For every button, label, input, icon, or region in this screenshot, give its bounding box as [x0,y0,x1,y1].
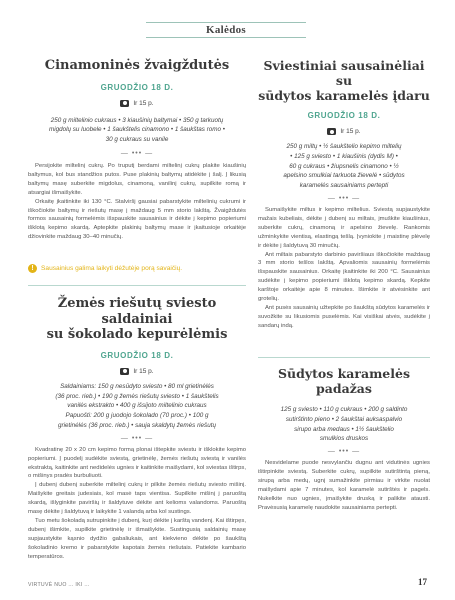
section-divider [28,285,246,286]
method-paragraph: Ant miltais pabarstyto darbinio paviršiaus iškočiokite maždaug 3 mm storio tešlos lakštą. Apvaliomis sausainių formelėmis išspauskite sausainius. Orkaitę įkaitinkite iki 200 °C. Sausainius sudėkite į kepimo popieriumi išklotą kepimo skardą. Kepkite karštoje orkaitėje apie 8 minutes. Išimkite ir atvėsinkite ant grotelių. [258,251,430,303]
ingredient-line: karamelės sausainiams pertepti [299,182,389,190]
ingredient-line: (36 proc. rieb.) • 190 g žemės riešutų sviesto • 1 šaukštelis [55,392,219,400]
ingredient-line: 250 g miltų • ½ šaukštelio kepimo miltelių [286,143,402,150]
ingredient-line: Papuošti: 200 g juodojo šokolado (70 proc.) • 100 g [65,412,209,420]
ingredient-line: Saldainiams: 150 g nesūdyto sviesto • 80 ml grietinėlės [60,382,214,390]
header-rule-bottom [146,37,306,38]
method-paragraph: Sumaišykite miltus ir kepimo miltelius. Sviestą supjaustykite mažais kubeliais, dėkite į dubenį su miltais, įmuškite kiaušinius, suberkite cukrų, cinamoną ir apelsino žievelę. Rankomis užminkykite vientisą, elastingą tešlą. Įvyniokite į maistinę plėvelę ir dėkite į šaldytuvą 30 minučių. [258,206,430,249]
ingredient-line: grietinėlės (36 proc. rieb.) • sauja skaldytų žemės riešutų [58,421,216,429]
serving-info [28,368,246,375]
method-paragraph: Į dubenį dubenį suberkite miltelinį cukrų ir pilkite žemės riešutų sviesto mišinį. Maišykite greitais judesiais, kol masė taps vientisa. Supilkite mišinį į paruoštą skardą, išlyginkite paviršių ir šaldytuve dėkite ant kelioms valandoms. Paruoštą masę dėkite į šaldytuvą ir laikykite 1 valandą arba kol sustings. [28,482,246,516]
recipe-title-line1: Sviestiniai sausainėliai su [263,58,425,88]
recipe-title-line1: Žemės riešutų sviesto saldainiai [57,296,217,327]
method-paragraph: Persijokite miltelinį cukrų. Po truputį berdami miltelinį cukrų plakite kiaušinių baltymus, kol bus standžios putos. Puse plakinių baltymų atidėkite į šalį. Į likusią baltymų masę suberkite migdolus, cinamoną, vanilinį cukrų, supilkite romą ir atsargiai išmaišykite. [28,162,246,196]
ornament-divider: — ••• — [327,448,361,456]
ingredient-line: vanilės ekstrakto • 400 g išsijoto miltelinio cukraus [67,402,207,410]
method-paragraph: Kvadratinę 20 x 20 cm kepimo formą plonai ištepkite sviestu ir išklokite kepimo popieriumi. Į puodelį sudėkite sviestą, grietinėlę, žemės riešutų sviestą ir vanilės ekstraktą, kaitinkite ant nedidelės ugnies ir kaitinkite maišydami, kol sviestas ištirps, o mišinys pradės burbuliuoti. [28,446,246,480]
ingredients-list [28,116,246,145]
method-text [258,206,430,331]
serving-text: Ir 15 p. [133,367,154,375]
ingredient-line: • 125 g sviesto • 1 kiaušinis (dydis M) • [290,152,398,160]
recipe-3 [258,58,430,331]
section-title: Kalėdos [206,24,246,36]
method-paragraph: Orkaitę įkaitinkite iki 130 °C. Stalviršį gausiai pabarstykite miltelinių cukrumi ir iškočiokite baltymų ir riešutų masę į maždaug 5 mm storio lakštą. Žvaigždutės formos sausainių formelėmis išspauskite sausainius ir dėkite į kepimo popieriumi išklotą kepimo skardą. Aptepkite plakinių baltymų mase ir įkaitusioje orkaitėje džiovinkite maždaug 30–40 minučių. [28,198,246,241]
recipe-title-line1: Sūdytos karamelės [278,366,410,381]
ingredient-line: smulkios druskos [319,435,369,443]
page-footer: VIRTUVĖ NUO ... IKI ... [28,582,90,588]
ingredient-line: sirupo arba medaus • 1½ šaukštelio [294,425,394,433]
ornament-divider: — ••• — [327,194,361,202]
serving-info [28,100,246,107]
recipe-title-line2: padažas [316,381,372,396]
ingredients-list [28,382,246,431]
ingredient-line: 125 g sviesto • 110 g cukraus • 200 g saldinto [280,406,408,413]
serving-info [258,128,430,135]
lightbulb-icon: ! [28,264,37,273]
recipe-title-line2: sūdytos karamelės įdaru [258,88,430,103]
section-divider [258,357,430,358]
ingredient-line: 30 g cukraus su vanile [105,136,169,144]
tip-note [28,264,182,273]
ingredient-line: 250 g miltelinio cukraus • 3 kiaušinių baltymai • 350 g tarkuotų [50,116,224,124]
ingredient-line: migdolų su luobele • 1 šaukštelis cinamono • 1 šaukštas romo • [48,126,226,134]
header-rule-top [146,22,306,23]
recipe-title: Cinamoninės žvaigždutės [44,58,230,73]
recipe-author: GRUODŽIO 18 D. [307,111,381,120]
method-paragraph: Tuo metu šokoladą sutrupinkite į dubenį, kurį dėkite į karštą vandenį. Kai ištirpęs, dubenį išimkite, supilkite grietinėlę ir išmaišykite. Sustingusią saldainių masę supjaustykite kąsnio dydžio gabaliukais, ant kiekvieno dėkite po šaukštą šokoladinio kremo ir pabarstykite kapotais žemės riešutais. Patiekite kambario temperatūros. [28,518,246,560]
camera-icon [120,368,129,375]
method-text [258,459,430,512]
recipe-title-line2: su šokolado kepurėlėmis [46,327,228,343]
ingredient-line: 60 g cukraus • žiupsnelis cinamono • ½ [289,162,399,170]
method-text [28,162,246,242]
serving-text: Ir 15 p. [133,99,154,107]
recipe-author: GRUODŽIO 18 D. [100,82,174,92]
camera-icon [120,100,129,107]
method-paragraph: Nesvidelame puode nesvylančiu dugnu ant vidutinės ugnies ištirpinkite sviestą. Suberkite cukrų, supilkite sutirštintą pieną, sirupą arba medų, ugnį sumažinkite pirmiau ir virkite nuolat maišydami apie 7 minutes, kol karamelė sutirštės ir pagels. Nukelkite nuo ugnies, įmaišykite druską ir palikite atausti. Pravėsusią karamelę naudokite sausainiams pertepti. [258,460,430,511]
ingredients-list [258,405,430,444]
page-number: 17 [418,577,427,587]
serving-text: Ir 15 p. [340,128,361,135]
recipe-author: GRUODŽIO 18 D. [100,350,174,360]
ingredient-line: apelsino smulkiai tarkuota žievelė • sūdytos [283,172,405,180]
method-paragraph: Ant pusės sausainių užtepkite po šaukštą sūdytos karamelės ir suvožkite su likusiomis puselėmis. Kai visiškai atvės, sudėkite į sandarų indą. [258,304,430,329]
recipe-1 [28,58,246,242]
ornament-divider: — ••• — [120,149,154,157]
ingredient-line: sutirštinto pieno • 2 šaukštai auksaspalvio [285,415,403,423]
ingredients-list [258,142,430,191]
method-text [28,446,246,562]
recipe-2 [28,296,246,562]
camera-icon [327,128,336,135]
tip-text: Sausainius galima laikyti dėžutėje porą savaičių. [41,265,183,272]
recipe-4 [258,366,430,513]
ornament-divider: — ••• — [120,434,154,442]
